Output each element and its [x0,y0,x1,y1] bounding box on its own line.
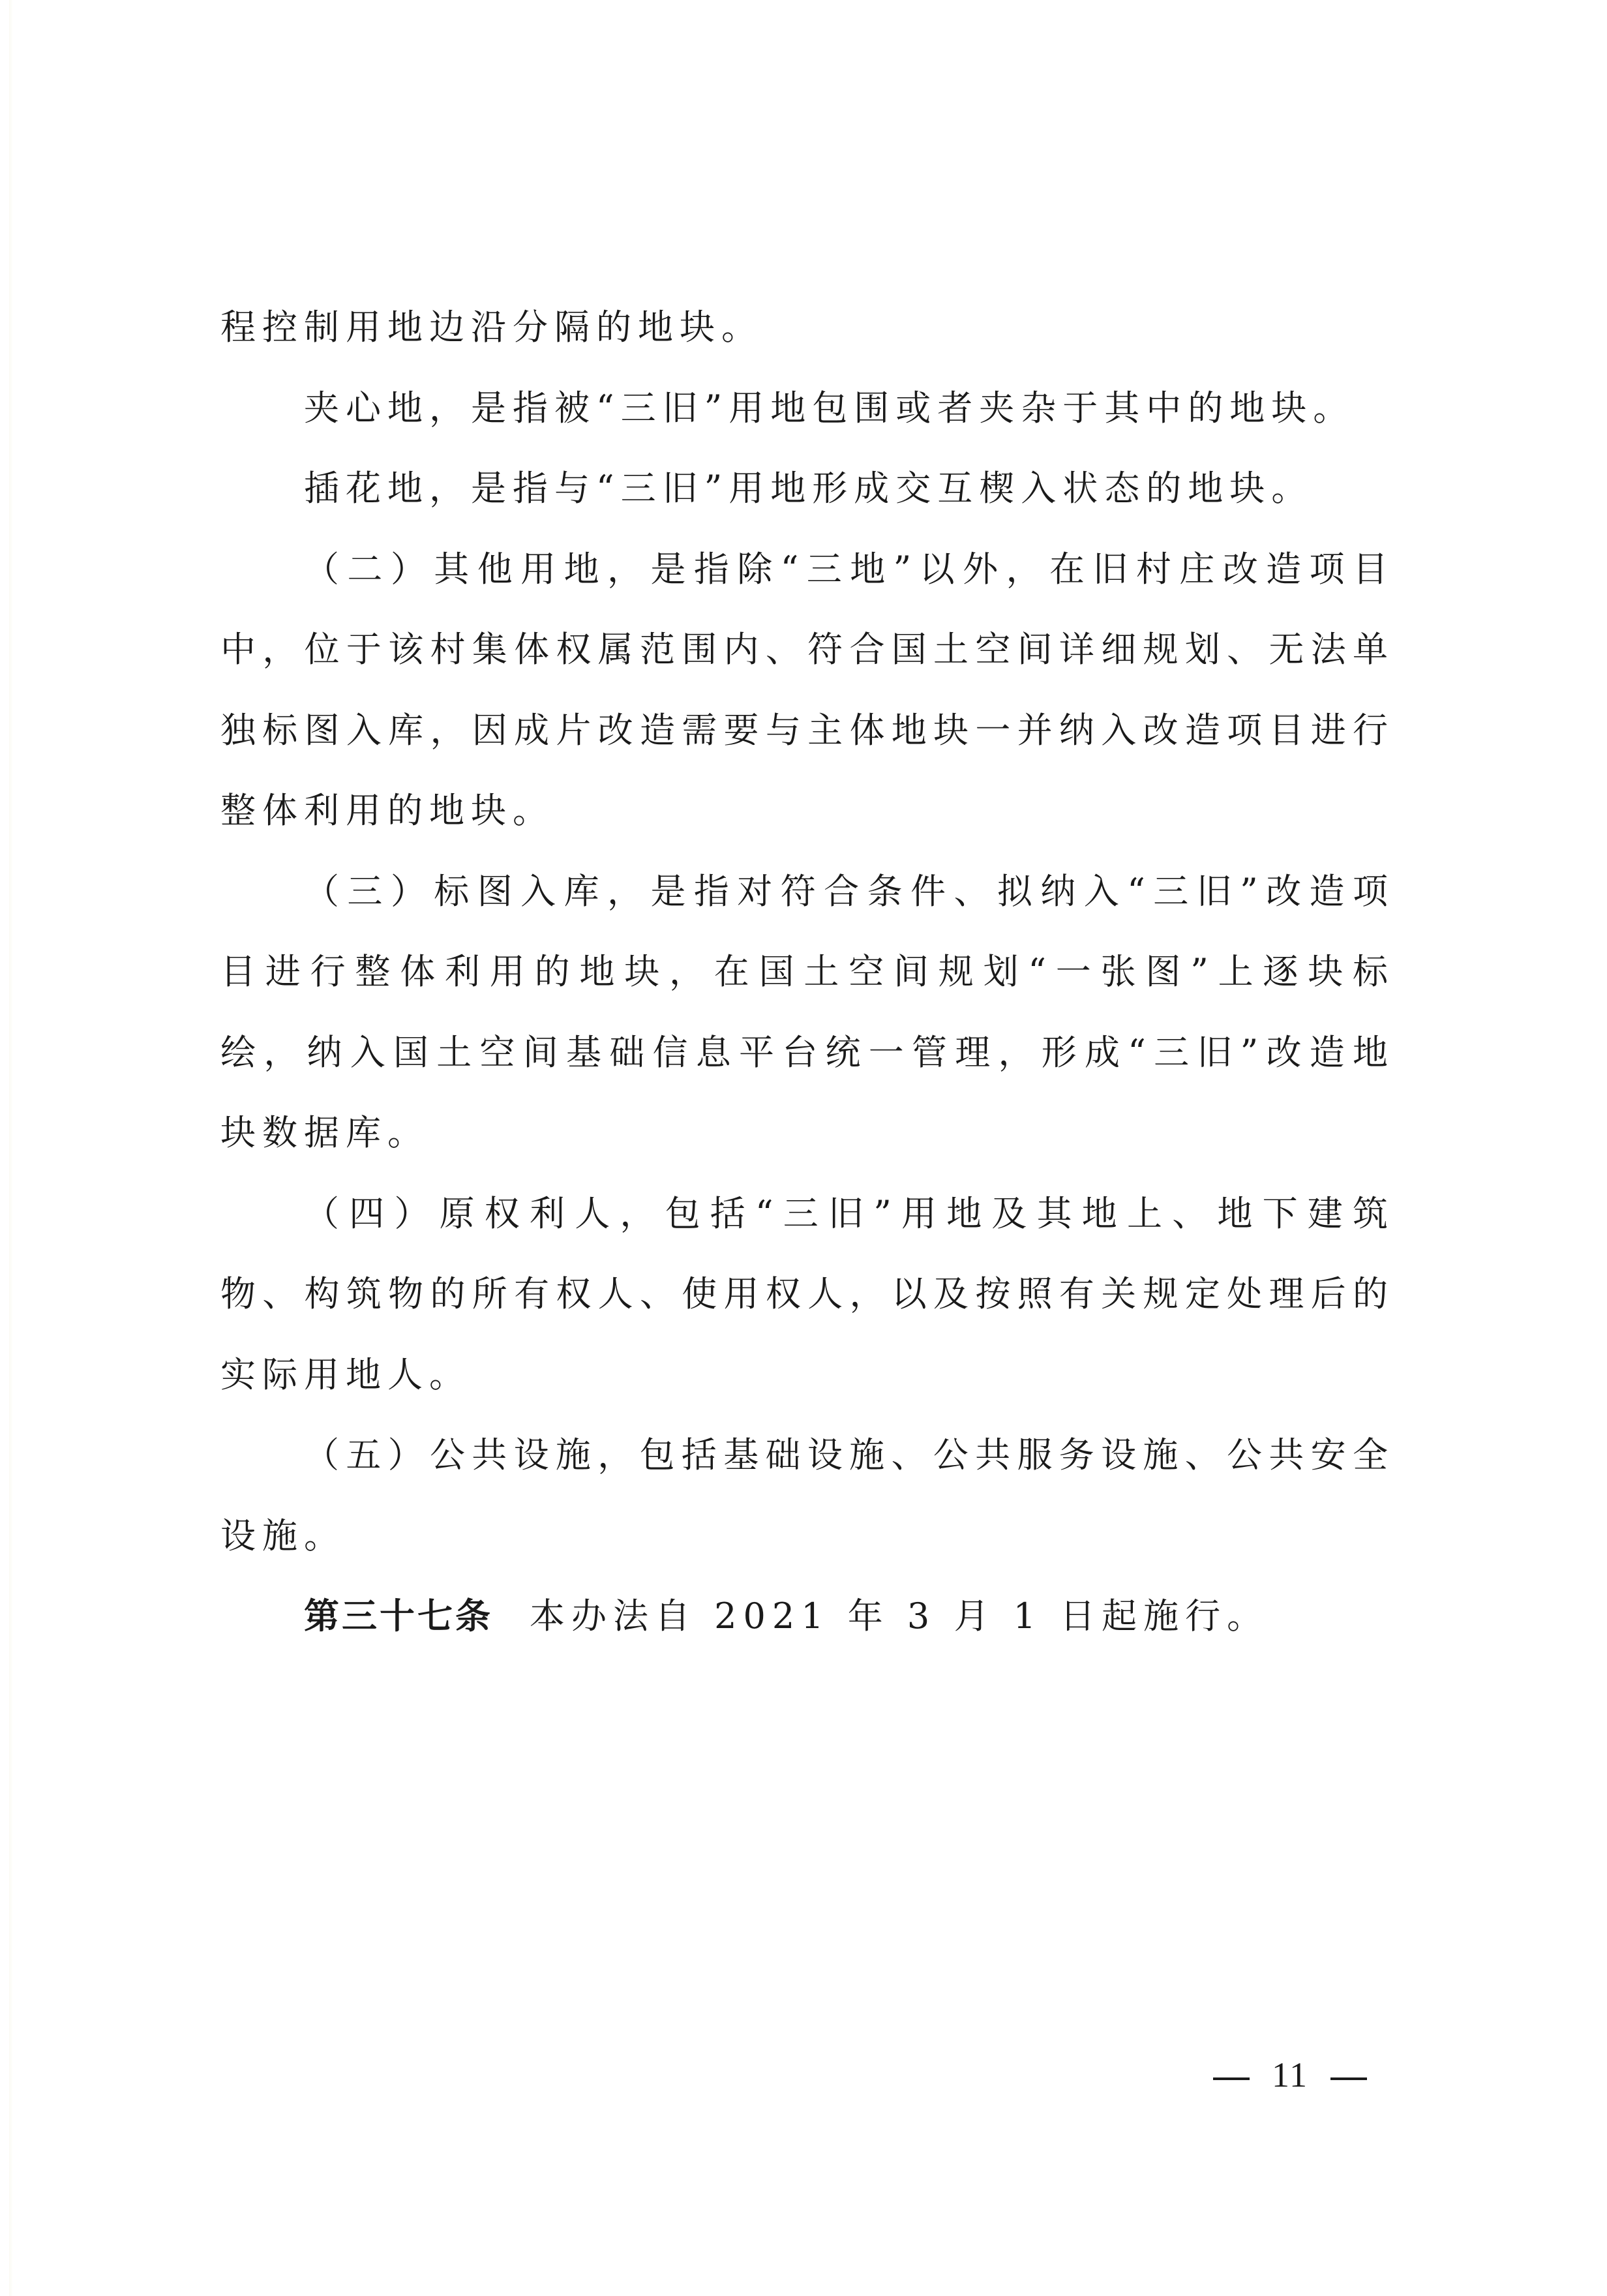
paragraph-original-rights-holder-definition: （四）原权利人，包括“三旧”用地及其地上、地下建筑物、构筑物的所有权人、使用权人，以及按照有关规定处理后的实际用地人。 [220,1192,1394,1395]
article-37 [220,1576,1394,1657]
page-number-right-dash [1330,2077,1367,2080]
page-number-left-dash [1213,2077,1250,2080]
article-heading: 第三十七条 [304,1595,493,1637]
paragraph-public-facilities-definition: （五）公共设施，包括基础设施、公共服务设施、公共安全设施。 [220,1434,1394,1556]
document-body [220,287,1394,1657]
page-number-value: 11 [1272,2055,1308,2094]
paragraph-chahuadi-definition: 插花地，是指与“三旧”用地形成交互楔入状态的地块。 [304,468,1314,509]
article-text: 本办法自 2021 年 3 月 1 日起施行。 [530,1595,1269,1637]
scan-page-edge [9,0,13,2296]
paragraph-other-land-definition: （二）其他用地，是指除“三地”以外，在旧村庄改造项目中，位于该村集体权属范围内、符合国土空间详细规划、无法单独标图入库，因成片改造需要与主体地块一并纳入改造项目进行整体利用的地块。 [220,548,1394,831]
paragraph-continuation: 程控制用地边沿分隔的地块。 [220,307,763,348]
paragraph-mapping-database-definition: （三）标图入库，是指对符合条件、拟纳入“三旧”改造项目进行整体利用的地块，在国土空间规划“一张图”上逐块标绘，纳入国土空间基础信息平台统一管理，形成“三旧”改造地块数据库。 [220,870,1394,1153]
page-number [1213,2055,1367,2095]
paragraph-jiaxindi-definition: 夹心地，是指被“三旧”用地包围或者夹杂于其中的地块。 [304,387,1355,429]
